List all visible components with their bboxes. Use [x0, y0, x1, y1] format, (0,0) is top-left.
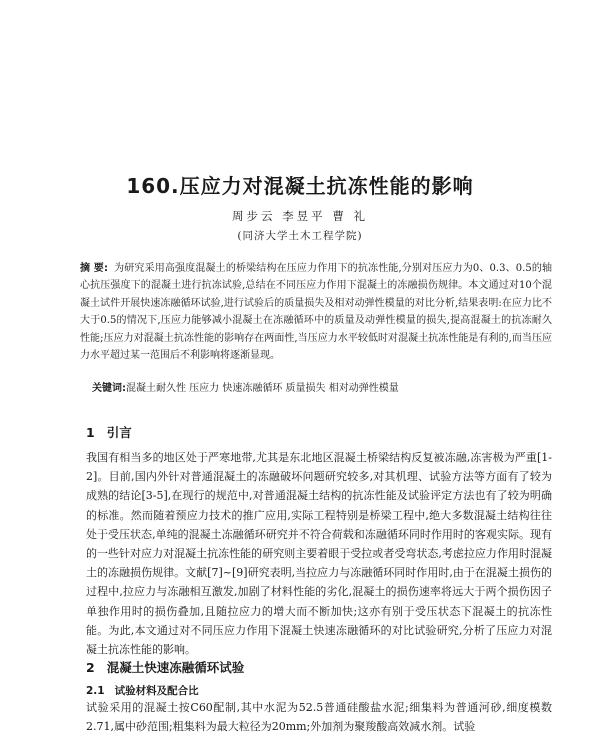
paper-authors: 周步云 李昱平 曹 礼: [232, 209, 368, 223]
section-1-heading: [86, 423, 132, 441]
section-2-title: 混凝土快速冻融循环试验: [106, 660, 245, 675]
keywords-label: 关键词:: [92, 383, 126, 394]
section-2-1-number: 2.1: [86, 685, 105, 697]
section-1-title: 引言: [106, 425, 132, 440]
paper-affiliation: (同济大学土木工程学院): [237, 230, 363, 242]
section-1-number: 1: [86, 425, 95, 440]
abstract-text: 为研究采用高强度混凝土的桥梁结构在压应力作用下的抗冻性能,分别对压应力为0、0.3、0.5的轴心抗压强度下的混凝土进行抗冻试验,总结在不同压应力作用下混凝土的冻融损伤规律。本文通过对10个混凝土试件开展快速冻融循环试验,进行试验后的质量损失及相对动弹性模量的对比分析,结果表明:在应力比不大于0.5的情况下,压应力能够减小混凝土在冻融循环中的质量及动弹性模量的损失,提高混凝土的抗冻耐久性能;压应力对混凝土抗冻性能的影响存在两面性,当压应力水平较低时对混凝土抗冻性能是有利的,而当压应力水平超过某一范围后不利影响将逐渐显现。: [80, 263, 552, 362]
section-2-1-title: 试验材料及配合比: [114, 685, 199, 697]
abstract: [80, 260, 552, 364]
abstract-label: 摘 要:: [80, 263, 108, 274]
section-2-1-heading: [86, 683, 199, 698]
keywords: [92, 381, 552, 396]
section-1-body: 我国有相当多的地区处于严寒地带,尤其是东北地区混凝土桥梁结构反复被冻融,冻害极为严重[1-2]。目前,国内外针对普通混凝土的冻融破坏问题研究较多,对其机理、试验方法等方面有了较为成熟的结论[3-5],在现行的规范中,对普通混凝土结构的抗冻性能及试验评定方法也有了较为明确的标准。然而随着预应力技术的推广应用,实际工程特别是桥梁工程中,绝大多数混凝土结构往往处于受压状态,单纯的混凝土冻融循环研究并不符合荷载和冻融循环同时作用时的客观实际。现有的一些针对应力对混凝土抗冻性能的研究则主要着眼于受拉或者受弯状态,考虑拉应力作用时混凝土的冻融损伤规律。文献[7]~[9]研究表明,当拉应力与冻融循环同时作用时,由于在混凝土损伤的过程中,拉应力与冻融相互激发,加剧了材料性能的劣化,混凝土的损伤速率将远大于两个损伤因子单独作用时的损伤叠加,且随拉应力的增大而不断加快;这亦有别于受压状态下混凝土的抗冻性能。为此,本文通过对不同压应力作用下混凝土快速冻融循环的对比试验研究,分析了压应力对混凝土抗冻性能的影响。: [86, 451, 552, 657]
section-2-number: 2: [86, 660, 95, 675]
paper-title: 160.压应力对混凝土抗冻性能的影响: [126, 174, 474, 198]
section-2-heading: [86, 658, 244, 676]
section-2-1-body: 试验采用的混凝土按C60配制,其中水泥为52.5普通硅酸盐水泥;细集料为普通河砂,细度模数2.71,属中砂范围;粗集料为最大粒径为20mm;外加剂为聚羧酸高效减水剂。试验: [86, 701, 552, 734]
keywords-text: 混凝土耐久性 压应力 快速冻融循环 质量损失 相对动弹性模量: [126, 383, 399, 394]
